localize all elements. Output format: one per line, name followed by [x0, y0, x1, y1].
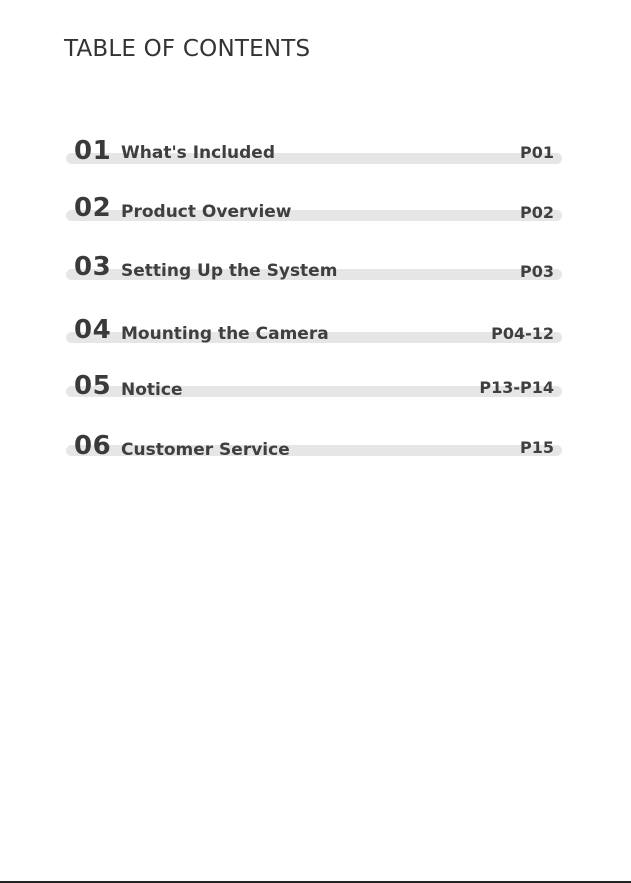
toc-entry-label: Setting Up the System	[121, 261, 338, 281]
toc-entry-label: Product Overview	[121, 202, 292, 222]
toc-entry-page: P02	[520, 203, 554, 222]
toc-entry-label: Customer Service	[121, 440, 290, 460]
toc-entry-number: 06	[74, 431, 112, 461]
toc-entry-page: P15	[520, 438, 554, 457]
toc-entry-number: 01	[74, 136, 112, 166]
toc-entry[interactable]	[66, 430, 562, 470]
toc-entry-page: P03	[520, 262, 554, 281]
toc-entry-page: P04-12	[491, 324, 554, 343]
toc-entry-number: 02	[74, 193, 112, 223]
toc-entry-number: 04	[74, 315, 112, 345]
toc-entry-page: P01	[520, 143, 554, 162]
toc-entry[interactable]	[66, 254, 562, 294]
toc-entry[interactable]	[66, 370, 562, 410]
toc-entry-number: 03	[74, 252, 112, 282]
toc-entry-page: P13-P14	[479, 378, 554, 397]
toc-entry[interactable]	[66, 315, 562, 355]
toc-entry-label: Notice	[121, 380, 183, 400]
toc-entry[interactable]	[66, 195, 562, 235]
toc-entry-label: Mounting the Camera	[121, 324, 329, 344]
page-title: TABLE OF CONTENTS	[64, 36, 311, 62]
toc-entry[interactable]	[66, 136, 562, 176]
toc-entry-number: 05	[74, 371, 112, 401]
toc-entry-label: What's Included	[121, 143, 275, 163]
